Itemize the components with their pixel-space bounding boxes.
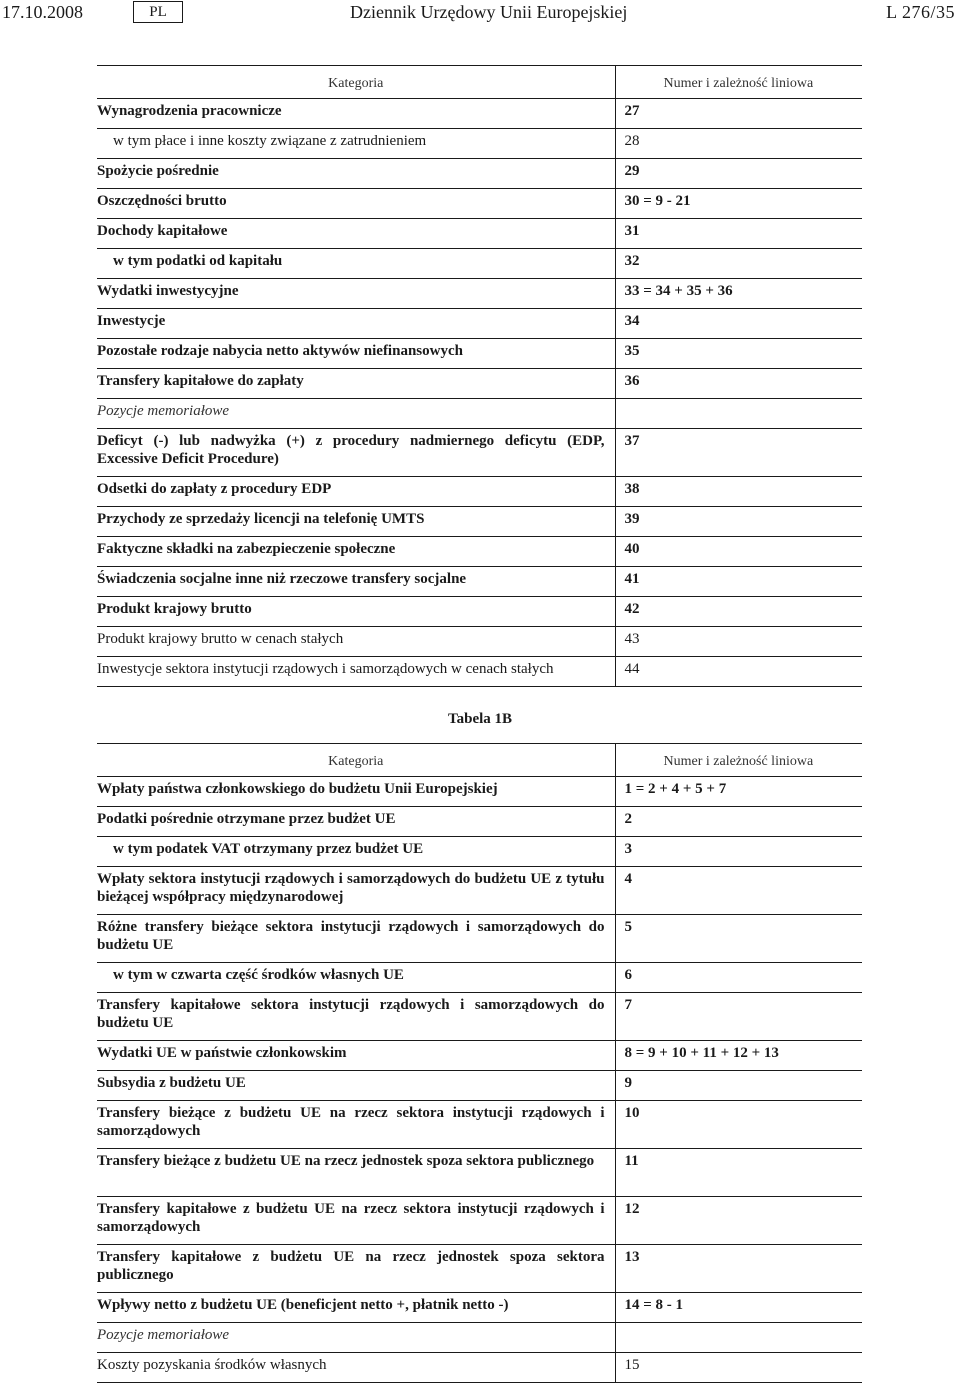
row-number: 36 [615, 369, 862, 399]
table-row [97, 99, 862, 129]
row-label: Transfery kapitałowe z budżetu UE na rzecz sektora instytucji rządowych i samorządowych [97, 1197, 615, 1245]
row-label: Transfery bieżące z budżetu UE na rzecz jednostek spoza sektora publicznego [97, 1149, 615, 1197]
table-row [97, 309, 862, 339]
row-label: Transfery kapitałowe do zapłaty [97, 369, 615, 399]
row-number: 12 [615, 1197, 862, 1245]
table-row [97, 1041, 862, 1071]
row-number: 31 [615, 219, 862, 249]
row-label: Wpłaty państwa członkowskiego do budżetu Unii Europejskiej [97, 777, 615, 807]
row-number: 37 [615, 429, 862, 477]
table-row [97, 1293, 862, 1323]
row-label: Inwestycje [97, 309, 615, 339]
table-row [97, 477, 862, 507]
row-label: Spożycie pośrednie [97, 159, 615, 189]
row-label: Produkt krajowy brutto [97, 597, 615, 627]
page-header [0, 0, 960, 28]
table-row [97, 537, 862, 567]
row-label: Wpłaty sektora instytucji rządowych i samorządowych do budżetu UE z tytułu bieżącej współpracy międzynarodowej [97, 867, 615, 915]
table-row [97, 507, 862, 537]
table-row [97, 189, 862, 219]
table-row [97, 339, 862, 369]
row-number: 28 [615, 129, 862, 159]
table-row [97, 369, 862, 399]
table-row [97, 567, 862, 597]
row-number: 27 [615, 99, 862, 129]
row-number: 34 [615, 309, 862, 339]
row-label: Dochody kapitałowe [97, 219, 615, 249]
row-number: 35 [615, 339, 862, 369]
row-label: Deficyt (-) lub nadwyżka (+) z procedury nadmiernego deficytu (EDP, Excessive Deficit Procedure) [97, 429, 615, 477]
row-label: Subsydia z budżetu UE [97, 1071, 615, 1101]
row-number: 8 = 9 + 10 + 11 + 12 + 13 [615, 1041, 862, 1071]
table-a [97, 65, 862, 687]
row-number: 44 [615, 657, 862, 687]
table-row [97, 129, 862, 159]
table-row [97, 963, 862, 993]
table-row [97, 627, 862, 657]
row-number: 1 = 2 + 4 + 5 + 7 [615, 777, 862, 807]
table-b-col-number: Numer i zależność liniowa [615, 744, 862, 777]
row-label: Transfery kapitałowe sektora instytucji rządowych i samorządowych do budżetu UE [97, 993, 615, 1041]
row-number: 42 [615, 597, 862, 627]
row-label: Pozycje memoriałowe [97, 399, 615, 429]
row-number: 33 = 34 + 35 + 36 [615, 279, 862, 309]
row-number: 43 [615, 627, 862, 657]
table-row [97, 1101, 862, 1149]
row-label: w tym w czwarta część środków własnych UE [97, 963, 615, 993]
row-number: 13 [615, 1245, 862, 1293]
row-label: Produkt krajowy brutto w cenach stałych [97, 627, 615, 657]
table-row [97, 1353, 862, 1383]
table-row [97, 993, 862, 1041]
row-label: w tym podatek VAT otrzymany przez budżet UE [97, 837, 615, 867]
row-number: 9 [615, 1071, 862, 1101]
table-row [97, 915, 862, 963]
header-language-box: PL [133, 1, 183, 23]
table-b-col-category: Kategoria [97, 744, 615, 777]
row-label: Wpływy netto z budżetu UE (beneficjent netto +, płatnik netto -) [97, 1293, 615, 1323]
row-label: Wydatki UE w państwie członkowskim [97, 1041, 615, 1071]
row-number: 30 = 9 - 21 [615, 189, 862, 219]
row-label: Pozycje memoriałowe [97, 1323, 615, 1353]
row-number: 38 [615, 477, 862, 507]
table-row [97, 597, 862, 627]
row-number: 5 [615, 915, 862, 963]
row-number [615, 1323, 862, 1353]
row-number [615, 399, 862, 429]
table-row [97, 1323, 862, 1353]
row-label: Pozostałe rodzaje nabycia netto aktywów niefinansowych [97, 339, 615, 369]
row-label: Przychody ze sprzedaży licencji na telefonię UMTS [97, 507, 615, 537]
row-label: Faktyczne składki na zabezpieczenie społeczne [97, 537, 615, 567]
table-row [97, 429, 862, 477]
table-row [97, 399, 862, 429]
table-a-col-category: Kategoria [97, 66, 615, 99]
row-label: Wydatki inwestycyjne [97, 279, 615, 309]
row-number: 3 [615, 837, 862, 867]
table-row [97, 837, 862, 867]
row-number: 14 = 8 - 1 [615, 1293, 862, 1323]
table-row [97, 657, 862, 687]
table-a-col-number: Numer i zależność liniowa [615, 66, 862, 99]
table-a-header-row [97, 66, 862, 99]
row-label: Transfery bieżące z budżetu UE na rzecz sektora instytucji rządowych i samorządowych [97, 1101, 615, 1149]
row-number: 7 [615, 993, 862, 1041]
table-row [97, 777, 862, 807]
table-row [97, 867, 862, 915]
row-label: Inwestycje sektora instytucji rządowych i samorządowych w cenach stałych [97, 657, 615, 687]
row-number: 29 [615, 159, 862, 189]
table-row [97, 1149, 862, 1197]
table-b-caption: Tabela 1B [447, 711, 513, 727]
row-number: 2 [615, 807, 862, 837]
row-number: 15 [615, 1353, 862, 1383]
row-number: 10 [615, 1101, 862, 1149]
row-number: 32 [615, 249, 862, 279]
table-row [97, 249, 862, 279]
row-label: w tym podatki od kapitału [97, 249, 615, 279]
table-row [97, 807, 862, 837]
row-label: w tym płace i inne koszty związane z zatrudnieniem [97, 129, 615, 159]
table-row [97, 1245, 862, 1293]
row-label: Świadczenia socjalne inne niż rzeczowe transfery socjalne [97, 567, 615, 597]
header-page-number: L 276/35 [886, 2, 955, 22]
row-number: 11 [615, 1149, 862, 1197]
row-label: Wynagrodzenia pracownicze [97, 99, 615, 129]
row-label: Transfery kapitałowe z budżetu UE na rzecz jednostek spoza sektora publicznego [97, 1245, 615, 1293]
header-date: 17.10.2008 [2, 2, 83, 22]
row-number: 40 [615, 537, 862, 567]
table-row [97, 1071, 862, 1101]
row-number: 6 [615, 963, 862, 993]
table-row [97, 159, 862, 189]
table-b-header-row [97, 744, 862, 777]
row-number: 41 [615, 567, 862, 597]
row-label: Różne transfery bieżące sektora instytucji rządowych i samorządowych do budżetu UE [97, 915, 615, 963]
row-label: Odsetki do zapłaty z procedury EDP [97, 477, 615, 507]
table-b [97, 743, 862, 1383]
table-row [97, 219, 862, 249]
table-row [97, 279, 862, 309]
row-number: 4 [615, 867, 862, 915]
row-label: Koszty pozyskania środków własnych [97, 1353, 615, 1383]
row-label: Podatki pośrednie otrzymane przez budżet UE [97, 807, 615, 837]
row-number: 39 [615, 507, 862, 537]
table-row [97, 1197, 862, 1245]
row-label: Oszczędności brutto [97, 189, 615, 219]
header-journal-title: Dziennik Urzędowy Unii Europejskiej [350, 2, 628, 22]
